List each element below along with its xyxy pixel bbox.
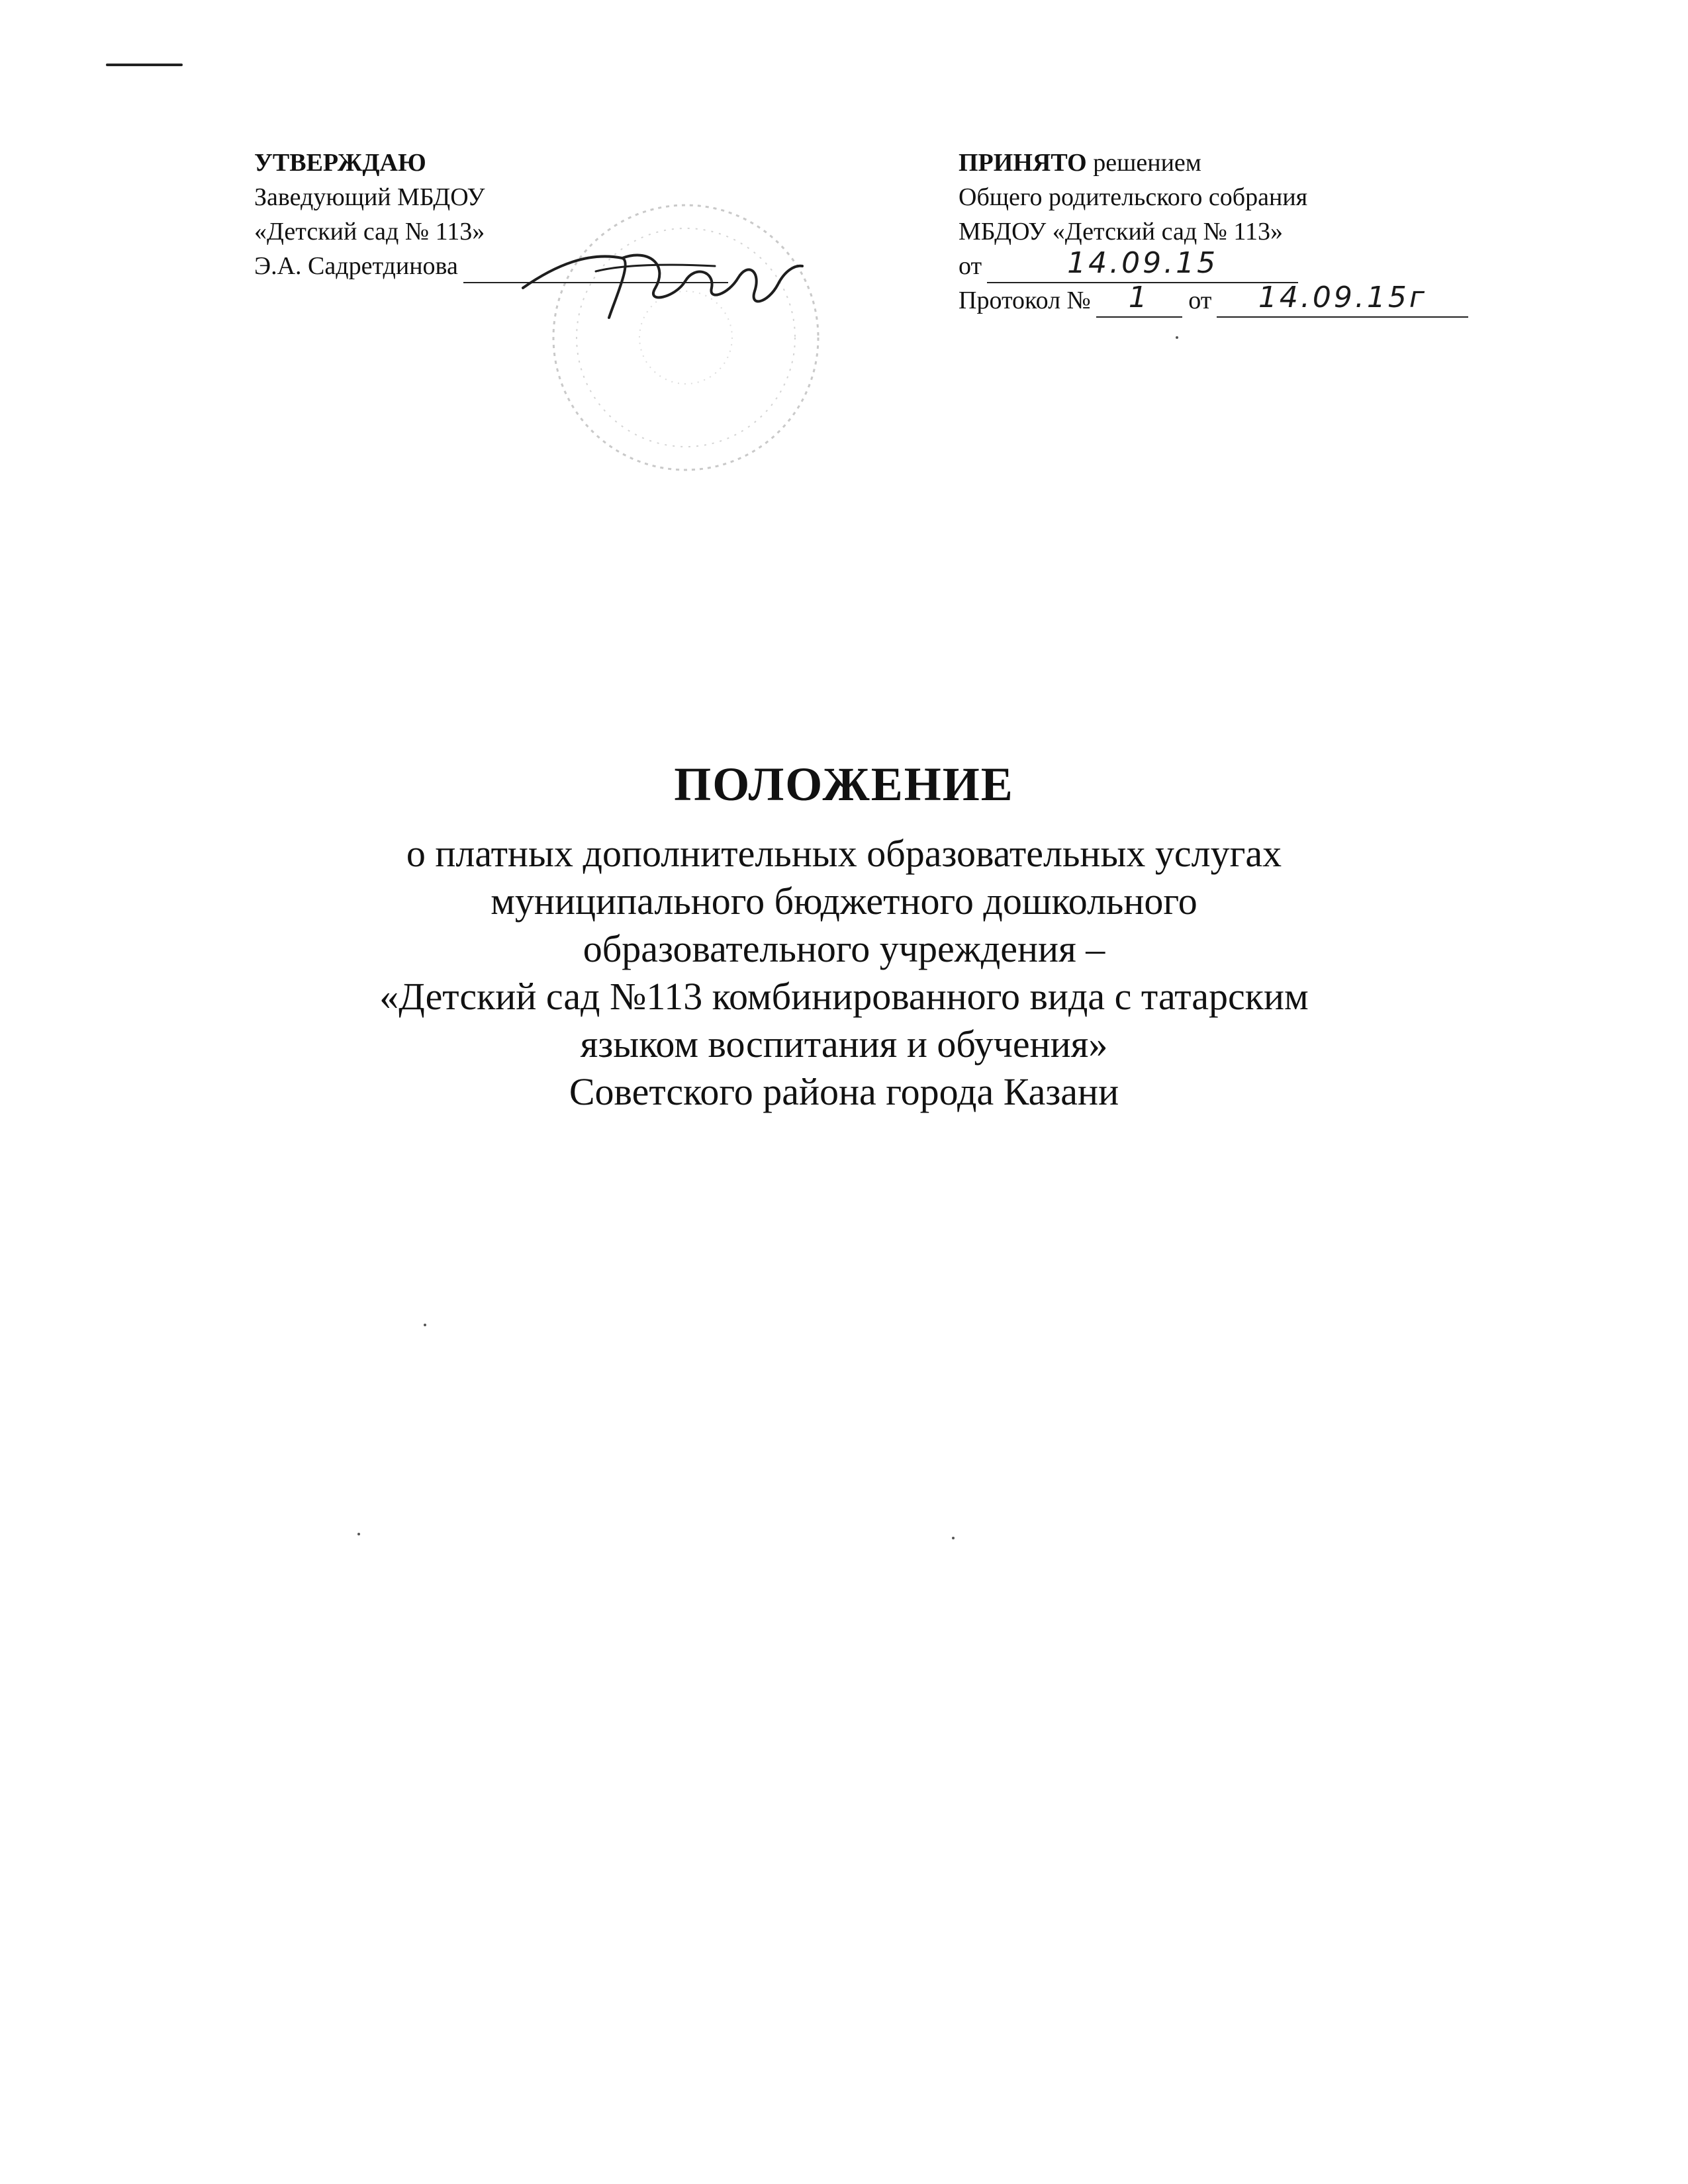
acceptance-heading: ПРИНЯТО bbox=[959, 149, 1087, 177]
subtitle-line: языком воспитания и обучения» bbox=[580, 1023, 1108, 1066]
approval-organization: «Детский сад № 113» bbox=[254, 218, 485, 246]
approval-signatory-name: Э.А. Садретдинова bbox=[254, 252, 458, 280]
subtitle-line: «Детский сад №113 комбинированного вида с татарским bbox=[379, 975, 1309, 1018]
protocol-line bbox=[959, 283, 1594, 318]
protocol-date-blank bbox=[1217, 281, 1468, 318]
acceptance-organization: МБДОУ «Детский сад № 113» bbox=[959, 218, 1283, 246]
scan-speck bbox=[357, 1533, 360, 1535]
approval-position: Заведующий МБДОУ bbox=[254, 183, 485, 211]
approval-heading: УТВЕРЖДАЮ bbox=[254, 149, 426, 177]
acceptance-block bbox=[959, 146, 1594, 318]
acceptance-date-value: 14.09.15 bbox=[1067, 246, 1219, 280]
scan-speck bbox=[1176, 336, 1178, 339]
document-title: ПОЛОЖЕНИЕ bbox=[674, 758, 1014, 811]
scan-speck bbox=[952, 1537, 955, 1539]
acceptance-date-line bbox=[959, 246, 1594, 283]
document-title-block bbox=[182, 754, 1506, 1116]
subtitle-line: Советского района города Казани bbox=[569, 1070, 1119, 1113]
scan-speck bbox=[424, 1324, 426, 1326]
subtitle-line: муниципального бюджетного дошкольного bbox=[491, 880, 1197, 923]
protocol-number: 1 bbox=[1128, 281, 1150, 314]
acceptance-heading-suffix: решением bbox=[1093, 149, 1201, 177]
subtitle-line: о платных дополнительных образовательных услугах bbox=[406, 832, 1282, 875]
acceptance-date-prefix: от bbox=[959, 252, 982, 280]
document-subtitle bbox=[182, 830, 1506, 1116]
protocol-number-blank bbox=[1096, 281, 1182, 318]
protocol-date-value: 14.09.15г bbox=[1258, 281, 1427, 314]
subtitle-line: образовательного учреждения – bbox=[583, 927, 1105, 970]
acceptance-date-blank bbox=[987, 246, 1298, 283]
handwritten-signature bbox=[516, 225, 808, 331]
acceptance-heading-line bbox=[959, 146, 1594, 180]
acceptance-body: Общего родительского собрания bbox=[959, 183, 1308, 211]
protocol-date-prefix: от bbox=[1188, 287, 1212, 314]
protocol-prefix: Протокол № bbox=[959, 287, 1091, 314]
corner-mark bbox=[106, 64, 183, 66]
